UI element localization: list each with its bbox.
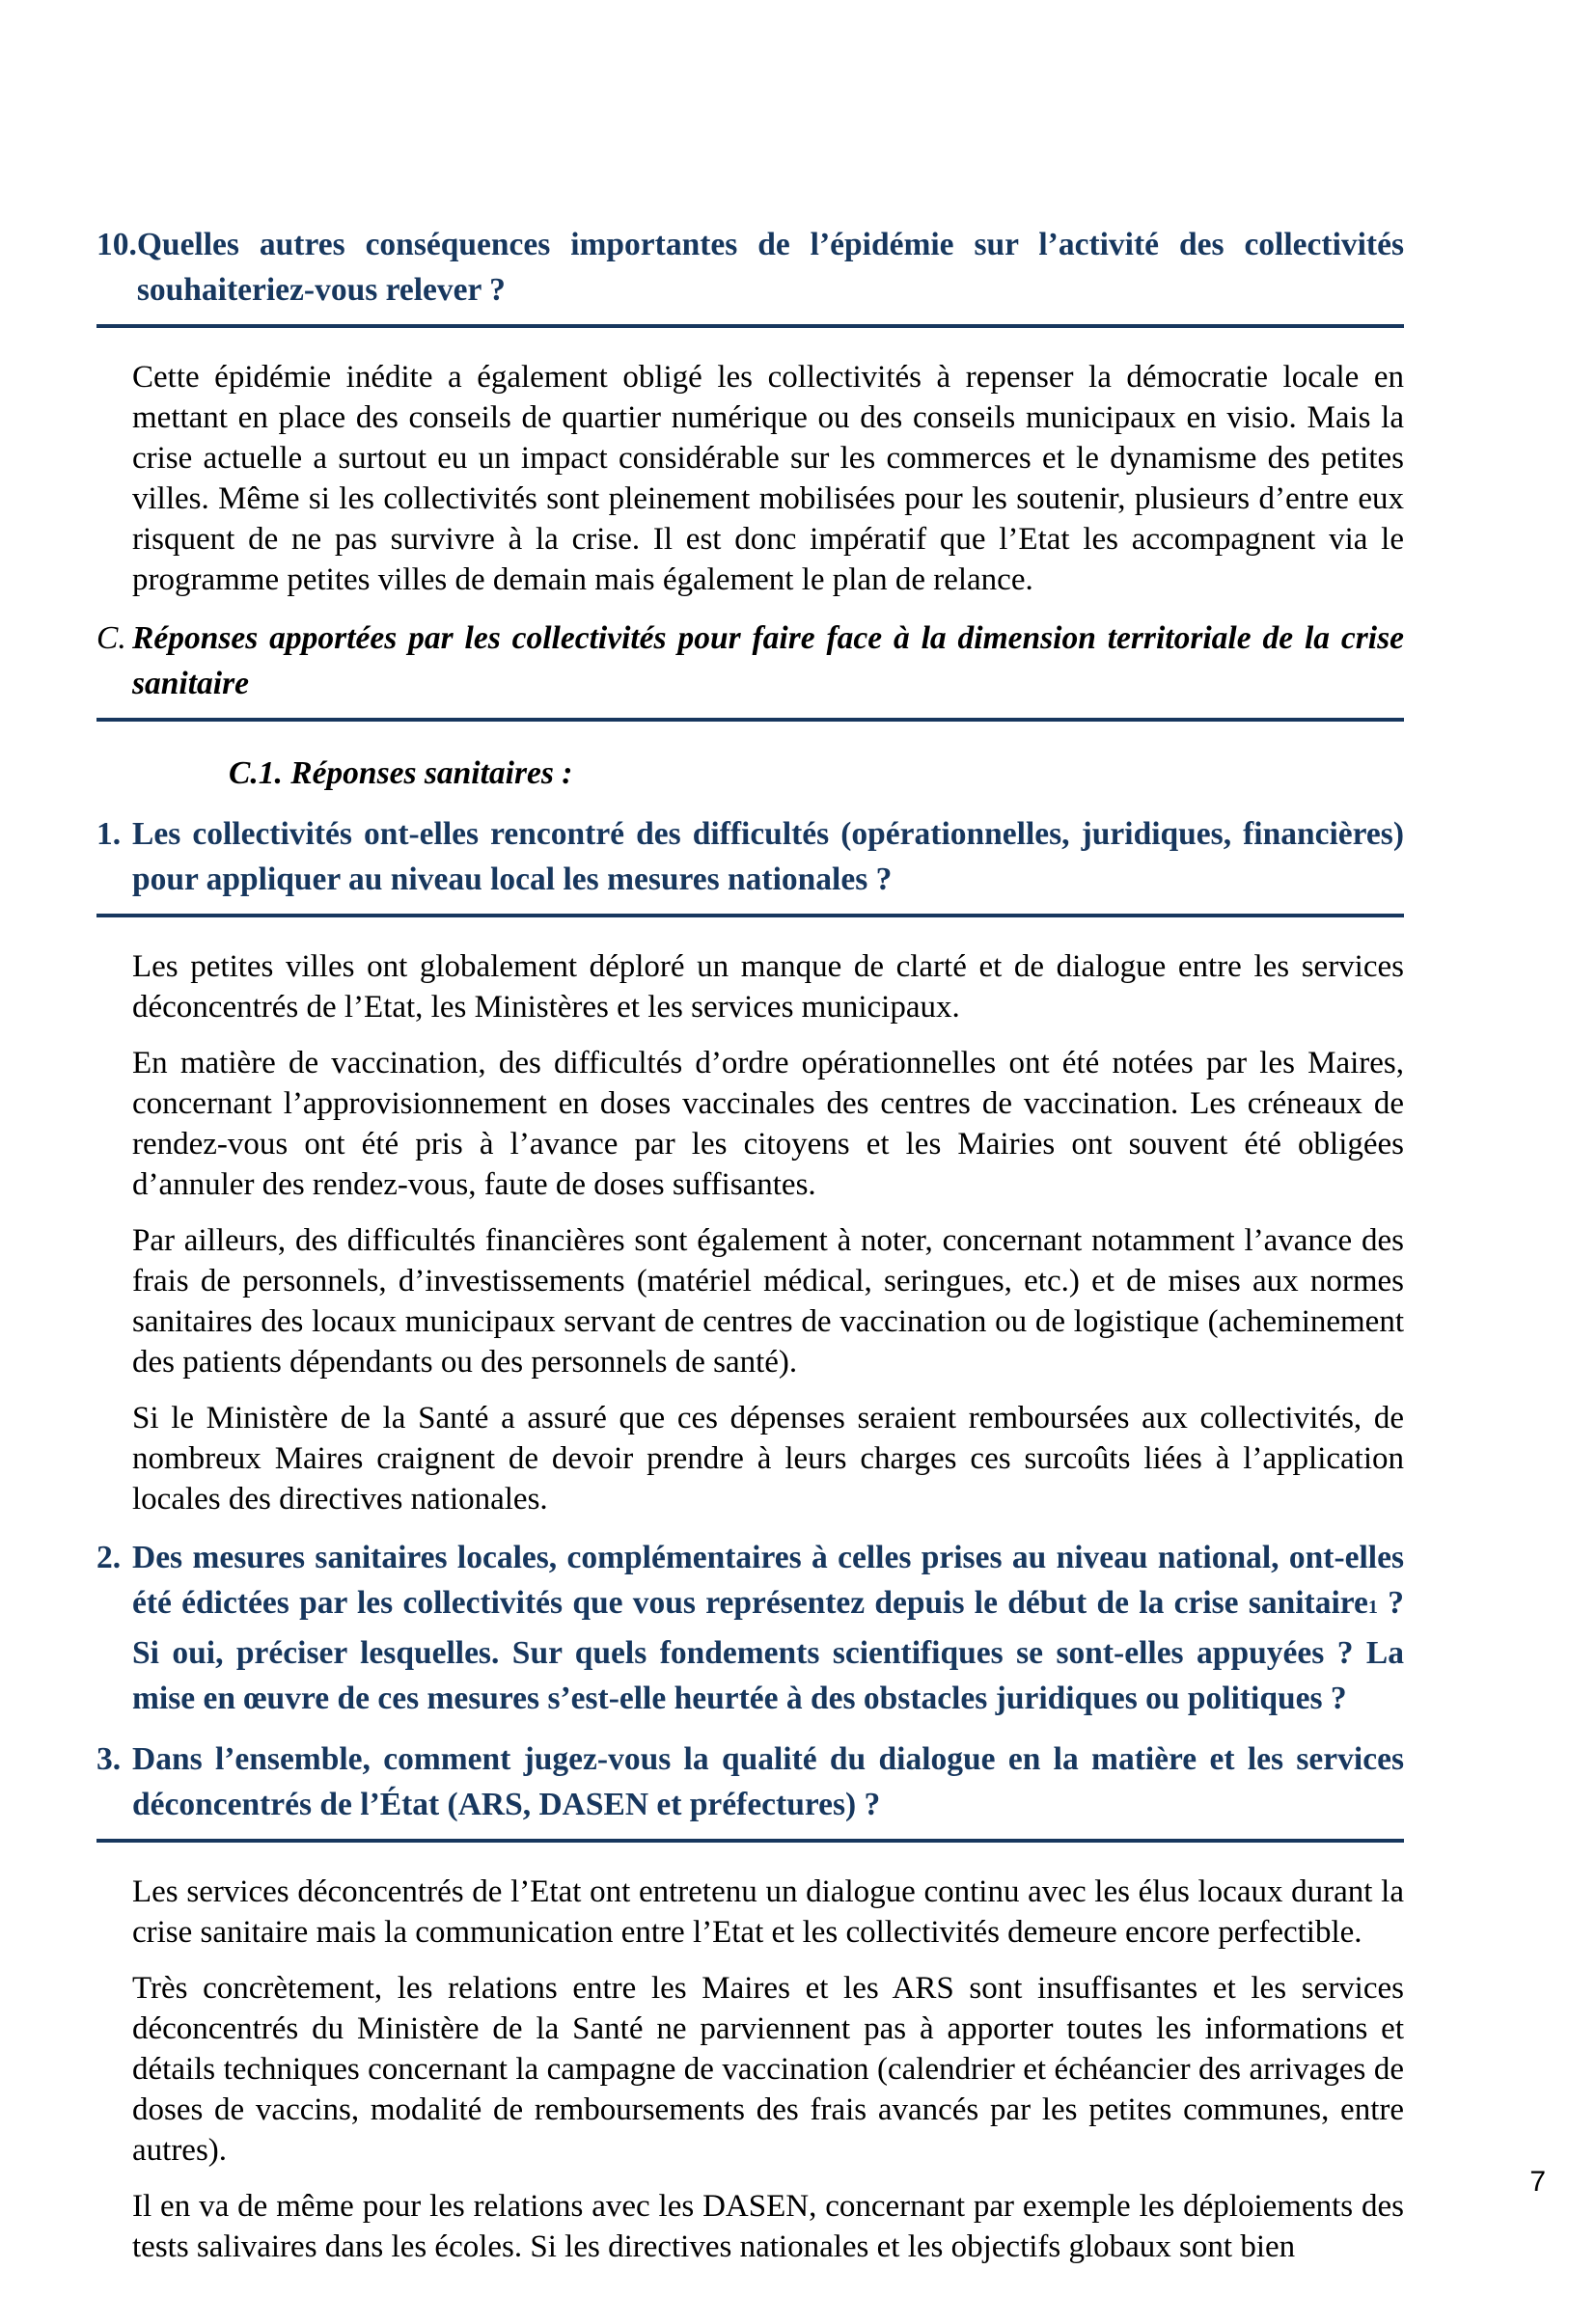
- question-text: Les collectivités ont-elles rencontré des difficultés (opérationnelles, juridiques, financières) pour appliquer au niveau local les mesures nationales ?: [132, 816, 1404, 897]
- body-paragraph: Les petites villes ont globalement déploré un manque de clarté et de dialogue entre les services déconcentrés de l’Etat, les Ministères et les services municipaux.: [132, 949, 1404, 1025]
- question-text-after-footnote: ? Si oui, préciser lesquelles. Sur quels fondements scientifiques se sont-elles appuyées ? La mise en œuvre de ces mesures s’est-elle heurtée à des obstacles juridiques ou politiques ?: [132, 1585, 1404, 1716]
- section-letter: C.: [96, 620, 126, 656]
- question-text-before-footnote: Des mesures sanitaires locales, complémentaires à celles prises au niveau national, ont-elles été édictées par les collectivités que vous représentez depuis le début de la crise sanitaire: [132, 1540, 1404, 1621]
- question-number: 10.: [96, 227, 137, 262]
- subsection-heading-c1: C.1. Réponses sanitaires :: [229, 755, 573, 791]
- question-heading-2: [96, 1535, 1404, 1721]
- body-paragraph: Les services déconcentrés de l’Etat ont entretenu un dialogue continu avec les élus locaux durant la crise sanitaire mais la communication entre l’Etat et les collectivités demeure encore perfectible.: [132, 1874, 1404, 1950]
- question-text: Quelles autres conséquences importantes de l’épidémie sur l’activité des collectivités souhaiteriez-vous relever ?: [136, 227, 1404, 308]
- question-number: 1.: [96, 816, 122, 852]
- body-paragraph: Si le Ministère de la Santé a assuré que ces dépenses seraient remboursées aux collectivités, de nombreux Maires craignent de devoir prendre à leurs charges ces surcoûts liées à l’application locales des directives nationales.: [132, 1401, 1404, 1517]
- question-heading-10: [96, 222, 1404, 313]
- heading-underline: [96, 718, 1404, 722]
- heading-underline: [96, 914, 1404, 917]
- body-paragraph: Il en va de même pour les relations avec les DASEN, concernant par exemple les déploiements des tests salivaires dans les écoles. Si les directives nationales et les objectifs globaux sont bien: [132, 2189, 1404, 2264]
- question-heading-1: [96, 811, 1404, 902]
- body-paragraph: En matière de vaccination, des difficultés d’ordre opérationnelles ont été notées par les Maires, concernant l’approvisionnement en doses vaccinales des centres de vaccination. Les créneaux de rendez-vous ont été pris à l’avance par les citoyens et les Mairies ont souvent été obligées d’annuler des rendez-vous, faute de doses suffisantes.: [132, 1046, 1404, 1202]
- body-paragraph: Cette épidémie inédite a également obligé les collectivités à repenser la démocratie locale en mettant en place des conseils de quartier numérique ou des conseils municipaux en visio. Mais la crise actuelle a surtout eu un impact considérable sur les commerces et le dynamisme des petites villes. Même si les collectivités sont pleinement mobilisées pour les soutenir, plusieurs d’entre eux risquent de ne pas survivre à la crise. Il est donc impératif que l’Etat les accompagnent via le programme petites villes de demain mais également le plan de relance.: [132, 360, 1404, 597]
- question-number: 3.: [96, 1741, 122, 1777]
- question-text: Dans l’ensemble, comment jugez-vous la qualité du dialogue en la matière et les services déconcentrés de l’État (ARS, DASEN et préfectures) ?: [132, 1741, 1404, 1822]
- body-paragraph: Par ailleurs, des difficultés financières sont également à noter, concernant notamment l’avance des frais de personnels, d’investissements (matériel médical, seringues, etc.) et de mises aux normes sanitaires des locaux municipaux servant de centres de vaccination ou de logistique (acheminement des patients dépendants ou des personnels de santé).: [132, 1223, 1404, 1380]
- section-heading-c: [96, 615, 1404, 706]
- body-paragraph: Très concrètement, les relations entre les Maires et les ARS sont insuffisantes et les services déconcentrés du Ministère de la Santé ne parviennent pas à apporter toutes les informations et détails techniques concernant la campagne de vaccination (calendrier et échéancier des arrivages de doses de vaccins, modalité de remboursements des frais avancés par les petites communes, entre autres).: [132, 1971, 1404, 2168]
- question-text: [132, 1535, 1404, 1721]
- footnote-reference: 1: [1367, 1597, 1378, 1618]
- heading-underline: [96, 1839, 1404, 1843]
- section-title: Réponses apportées par les collectivités pour faire face à la dimension territoriale de la crise sanitaire: [132, 620, 1404, 701]
- question-heading-3: [96, 1736, 1404, 1827]
- page-number: 7: [1529, 2166, 1546, 2198]
- heading-underline: [96, 324, 1404, 328]
- question-number: 2.: [96, 1540, 122, 1575]
